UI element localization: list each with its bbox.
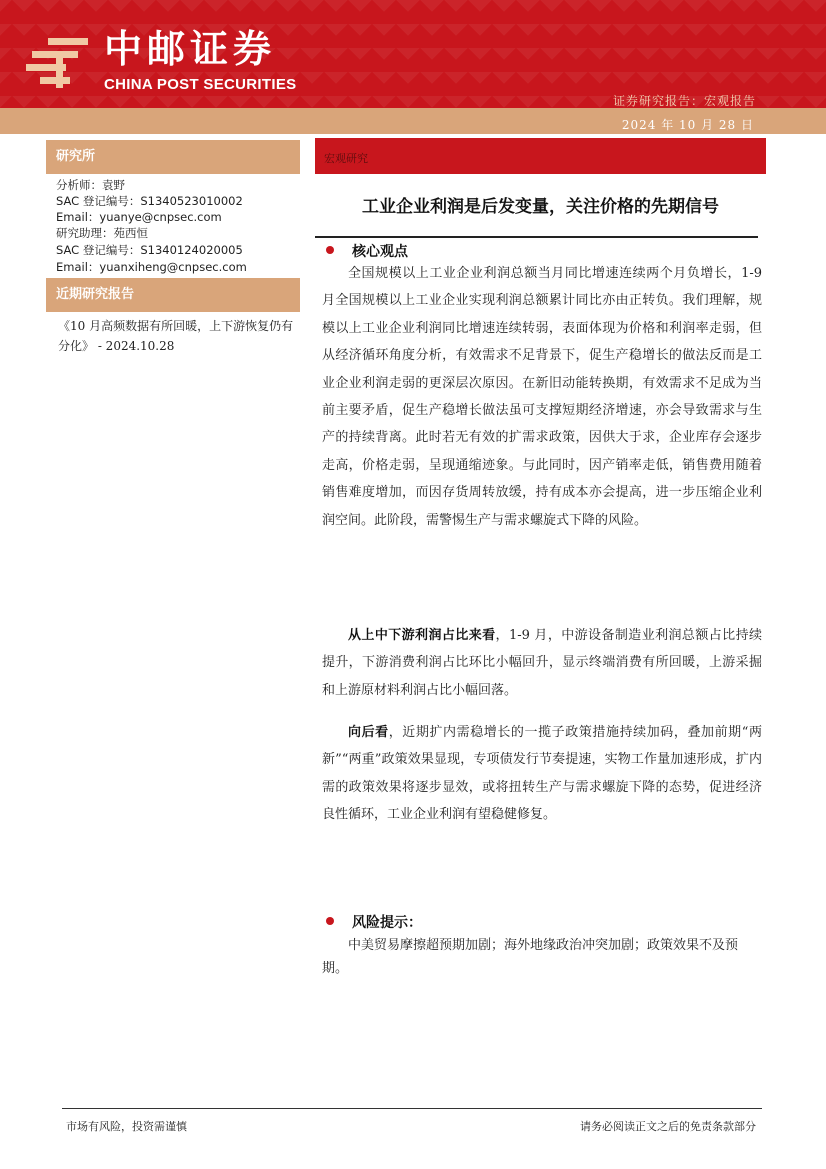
title-divider [315,236,758,238]
core-view-heading: 核心观点 [352,244,408,260]
paragraph-structure [322,622,762,704]
paragraph-structure-body: ，1-9 月，中游设备制造业利润总额占比持续提升，下游消费利润占比环比小幅回升，显示终端消费有所回暖，上游采掘和上游原材料利润占比小幅回落。 [322,628,762,698]
risk-heading: 风险提示： [352,915,422,931]
report-title: 工业企业利润是后发变量，关注价格的先期信号 [362,197,719,217]
risk-text: 中美贸易摩擦超预期加剧；海外地缘政治冲突加剧；政策效果不及预期。 [322,938,739,976]
analyst-email[interactable]: Email：yuanye@cnpsec.com [56,210,222,224]
report-date: 2024 年 10 月 28 日 [621,118,754,132]
analyst-sac: SAC 登记编号：S1340523010002 [56,194,243,208]
recent-reports-heading: 近期研究报告 [46,278,300,312]
bullet-icon [326,246,334,254]
section-label: 宏观研究 [324,152,368,165]
paragraph-outlook-body: ，近期扩内需稳增长的一揽子政策措施持续加码，叠加前期“两新”“两重”政策效果显现，专项债发行节奏提速，实物工作量加速形成，扩内需的政策效果将逐步显效，或将扭转生产与需求螺旋下降的态势，促进经济良性循环，工业企业利润有望稳健修复。 [322,725,762,823]
brand-name-cn: 中邮证券 [104,27,277,71]
footer-disclaimer: 请务必阅读正文之后的免责条款部分 [580,1120,756,1133]
assistant-name: 研究助理：苑西恒 [56,226,148,240]
footer-risk-note: 市场有风险，投资需谨慎 [66,1120,187,1133]
brand-name-en: CHINA POST SECURITIES [104,76,297,93]
china-post-logo-icon [26,36,94,88]
footer-divider [62,1108,762,1109]
assistant-email[interactable]: Email：yuanxiheng@cnpsec.com [56,260,247,274]
section-bar [315,138,766,174]
paragraph-main: 全国规模以上工业企业利润总额当月同比增速连续两个月负增长，1-9 月全国规模以上工业企业实现利润总额累计同比亦由正转负。我们理解，规模以上工业企业利润同比增速连续转弱，表面体现为价格和利润率走弱，但从经济循环角度分析，有效需求不足背景下，促生产稳增长的做法反而是工业企业利润走弱的更深层次原因。在新旧动能转换期，有效需求不足成为当前主要矛盾，促生产稳增长做法虽可支撑短期经济增速，亦会导致需求与生产的持续背离。此时若无有效的扩需求政策，因供大于求，企业库存会逐步走高，价格走弱，呈现通缩迹象。与此同时，因产销率走低，销售费用随着销售难度增加，而因存货周转放缓，持有成本亦会提高，进一步压缩企业利润空间。此阶段，需警惕生产与需求螺旋式下降的风险。 [322,266,762,528]
report-type: 证券研究报告：宏观报告 [612,94,756,108]
assistant-sac: SAC 登记编号：S1340124020005 [56,243,243,257]
institute-heading: 研究所 [46,140,300,174]
recent-report-link[interactable]: 《10 月高频数据有所回暖，上下游恢复仍有分化》 - 2024.10.28 [58,319,294,353]
analyst-name: 分析师：袁野 [56,178,125,192]
paragraph-outlook [322,719,762,829]
bullet-icon [326,917,334,925]
paragraph-structure-lead: 从上中下游利润占比来看 [348,628,496,643]
paragraph-outlook-lead: 向后看 [348,725,389,740]
